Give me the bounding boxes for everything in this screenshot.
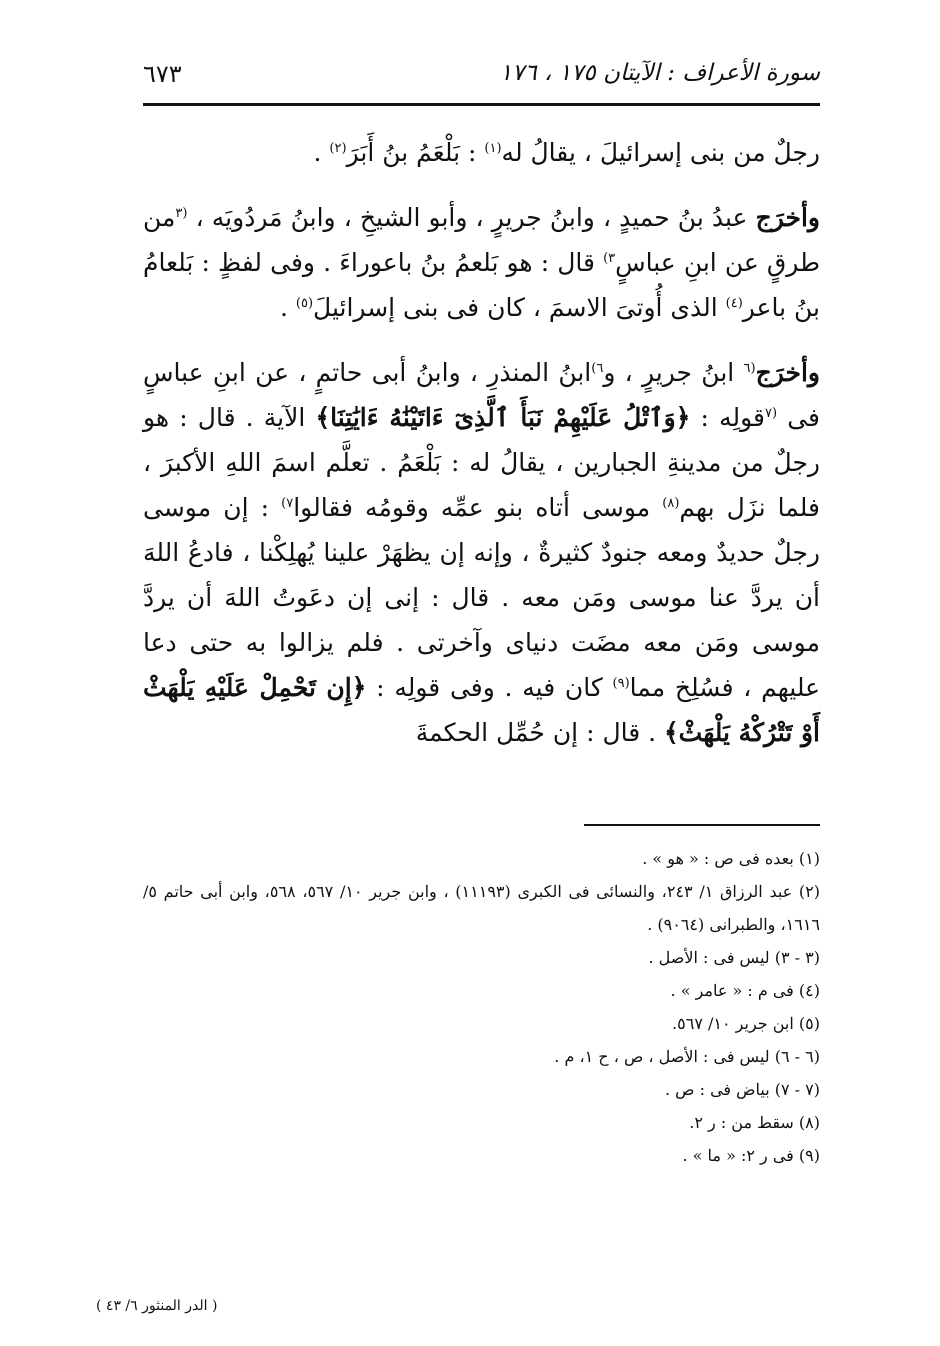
- text-run: .: [313, 138, 330, 167]
- footnote-ref: (٣: [175, 206, 188, 221]
- footnote-ref: (١): [484, 141, 502, 156]
- text-run: . قال : إن حُمِّل الحكمةَ: [415, 718, 665, 747]
- footnote: (٣ - ٣) ليس فى : الأصل .: [648, 948, 820, 967]
- text-run: ابنُ المنذرِ ، وابنُ أبى حاتمٍ ، عن ابنِ عباسٍ فى: [143, 358, 821, 432]
- footnotes: [143, 842, 820, 1172]
- paragraph-lead: وأخرَج: [755, 203, 820, 232]
- text-run: الذى أُوتىَ الاسمَ ، كان فى بنى إسرائيلَ: [313, 293, 726, 322]
- footnote-ref: (٦: [743, 361, 756, 376]
- quran-verse: ﴿وَٱتْلُ عَلَيْهِمْ نَبَأَ ٱلَّذِىٓ ءَاتَيْنَٰهُ ءَايَٰتِنَا﴾: [315, 403, 691, 432]
- footnote-ref: ٧): [281, 496, 294, 511]
- footnote-ref: (٩): [612, 676, 630, 691]
- page-header: [143, 56, 820, 96]
- text-run: قال : هو بَلعمُ بنُ باعوراءَ . وفى لفظٍ : بَلعامُ بنُ باعر: [143, 248, 820, 322]
- text-run: رجلٌ من بنى إسرائيلَ ، يقالُ له: [501, 138, 820, 167]
- header-rule: [143, 103, 820, 106]
- footnote: (٧ - ٧) بياض فى : ص .: [665, 1080, 820, 1099]
- footnote-ref: (٨): [662, 496, 680, 511]
- text-run: عبدُ بنُ حميدٍ ، وابنُ جريرٍ ، وأبو الشيخِ ، وابنُ مَردُويَه ،: [187, 203, 756, 232]
- paragraph-lead: وأخرَج: [755, 358, 820, 387]
- text-run: .: [280, 293, 296, 322]
- text-run: من طرقٍ عن ابنِ عباسٍ: [143, 203, 820, 277]
- footnote-ref: ٣): [603, 251, 616, 266]
- footnote: (١) بعده فى ص : « هو » .: [642, 849, 820, 868]
- paragraph-3: [143, 350, 820, 755]
- text-run: ابنُ جريرٍ ، و: [603, 358, 744, 387]
- footnote-ref: (٧: [765, 406, 778, 421]
- footnote: (٦ - ٦) ليس فى : الأصل ، ص ، ح ١، م .: [554, 1047, 820, 1066]
- footnote: (٥) ابن جرير ١٠/ ٥٦٧.: [672, 1014, 820, 1033]
- text-run: : بَلْعَمُ بنُ أَبَرَ: [346, 138, 485, 167]
- footnote-ref: ٦): [591, 361, 604, 376]
- footnote-ref: (٥): [295, 296, 314, 311]
- footnote-ref: (٢): [329, 141, 347, 156]
- footnote-ref: (٤): [725, 296, 743, 311]
- quran-verse: ﴿إِن تَحْمِلْ عَلَيْهِ يَلْهَثْ أَوْ تَتْرُكْهُ يَلْهَثْ﴾: [143, 673, 820, 747]
- source-reference: ( الدر المنثور ٦/ ٤٣ ): [96, 1298, 218, 1314]
- main-text: [143, 130, 820, 755]
- footnote: (٢) عبد الرزاق ١/ ٢٤٣، والنسائى فى الكبرى (١١١٩٣) ، وابن جرير ١٠/ ٥٦٧، ٥٦٨، وابن أبى حاتم ٥/ ١٦١٦، والطبرانى (٩٠٦٤) .: [143, 882, 820, 934]
- footnote: (٨) سقط من : ر ٢.: [689, 1113, 820, 1132]
- running-title: سورة الأعراف : الآيتان ١٧٥ ، ١٧٦: [499, 60, 820, 86]
- text-run: الآية . قال : هو رجلٌ من مدينةِ الجبارين ، يقالُ له : بَلْعَمُ . تعلَّم اسمَ اللهِ الأكبرَ ، فلما نزَل بهم: [143, 403, 820, 522]
- text-run: موسى أتاه بنو عمِّه وقومُه فقالوا: [293, 493, 663, 522]
- text-run: قولِه :: [690, 403, 766, 432]
- footnote-rule: [584, 824, 820, 826]
- footnote: (٩) فى ر ٢: « ما » .: [682, 1146, 820, 1165]
- paragraph-2: [143, 195, 820, 330]
- footnote: (٤) فى م : « عامر » .: [670, 981, 820, 1000]
- text-run: : إن موسى رجلٌ حديدٌ ومعه جنودٌ كثيرةٌ ، وإنه إن يظهَرْ علينا يُهلِكْنا ، فادعُ اللهَ أن يردَّ عنا موسى ومَن معه . قال : إنى إن دعَوتُ اللهَ أن يردَّ موسى ومَن معه مضَت دنياى وآخرتى . فلم يزالوا به حتى دعا عليهم ، فسُلِخ مما: [143, 493, 821, 702]
- text-run: كان فيه . وفى قولِه :: [366, 673, 613, 702]
- page-number: ٦٧٣: [143, 60, 182, 88]
- paragraph-1: [143, 130, 820, 175]
